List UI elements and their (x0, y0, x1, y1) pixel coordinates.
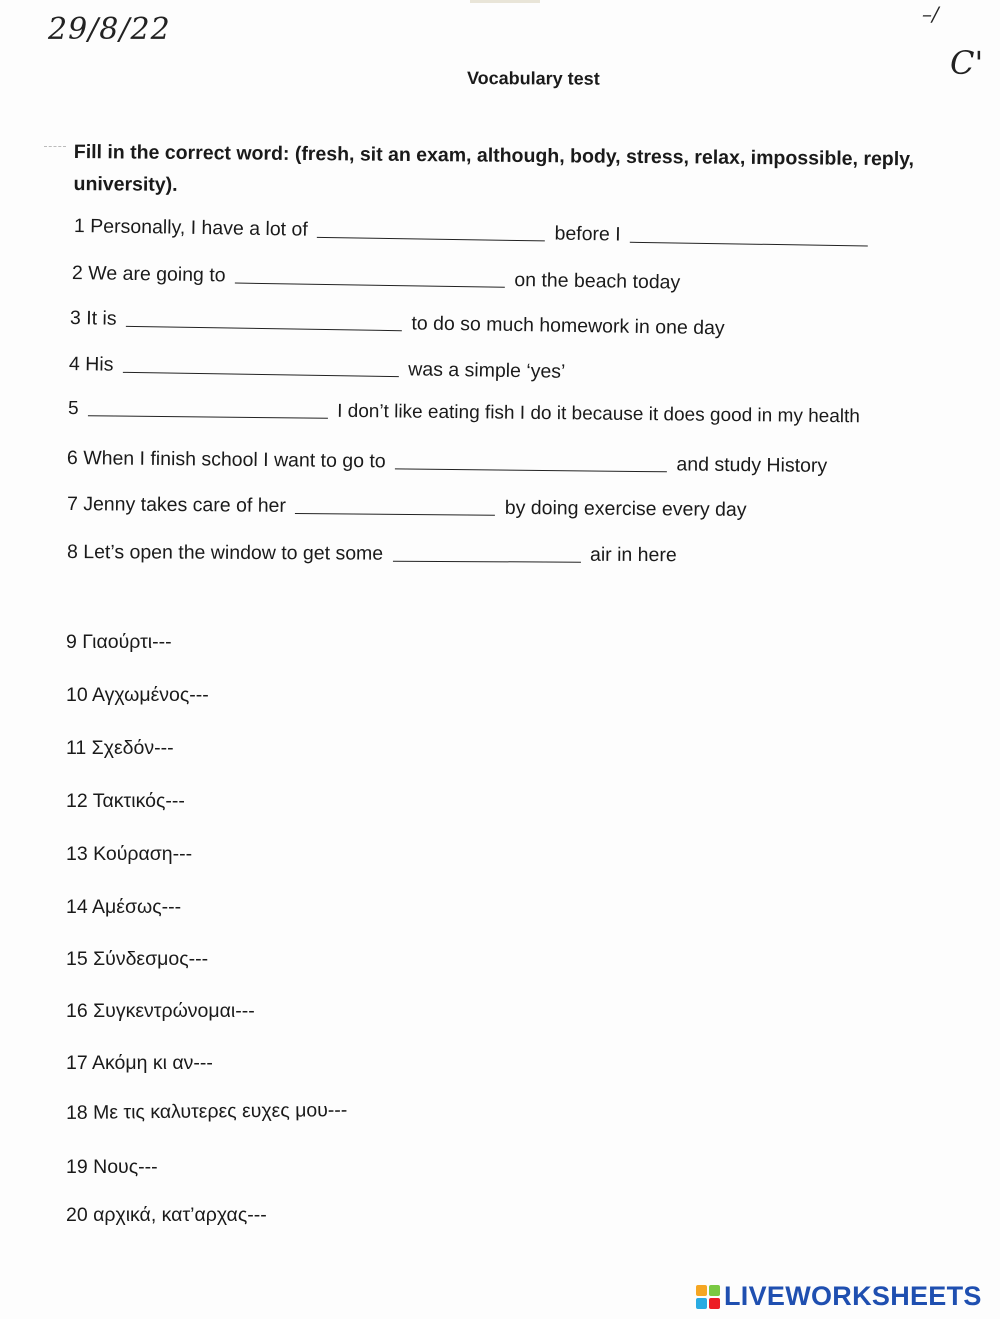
liveworksheets-logo[interactable] (696, 1281, 982, 1312)
greek-item-10: 10 Αγχωμένος--- (66, 684, 209, 706)
question-text: 2 We are going to (71, 262, 226, 287)
question-text: 7 Jenny takes care of her (66, 493, 287, 517)
greek-item-11: 11 Σχεδόν--- (66, 737, 174, 759)
answer-blank-1b[interactable] (630, 224, 868, 247)
scan-artifact-divider (44, 146, 66, 147)
question-text: 4 His (68, 353, 114, 376)
answer-blank-1a[interactable] (317, 219, 545, 242)
question-text-after: to do so much homework in one day (411, 312, 725, 340)
question-text-middle: before I (554, 222, 621, 246)
question-1 (74, 214, 872, 251)
page-title: Vocabulary test (466, 68, 600, 89)
question-text-after: and study History (676, 453, 828, 477)
answer-blank-4[interactable] (123, 354, 399, 377)
question-3 (70, 306, 725, 340)
question-text-after: was a simple ‘yes’ (408, 358, 566, 383)
greek-item-17: 17 Ακόμη κι αν--- (66, 1052, 213, 1074)
greek-item-15: 15 Σύνδεσμος--- (66, 948, 209, 970)
question-text-after: on the beach today (514, 268, 681, 294)
greek-item-16: 16 Συγκεντρώνομαι--- (66, 1000, 255, 1022)
answer-blank-2[interactable] (235, 265, 505, 288)
question-text-after: I don’t like eating fish I do it because it does good in my health (337, 400, 861, 428)
greek-item-13: 13 Κούραση--- (66, 843, 193, 865)
greek-item-14: 14 Αμέσως--- (66, 896, 182, 918)
answer-blank-3[interactable] (126, 308, 402, 331)
question-text: 5 (67, 398, 79, 420)
greek-item-19: 19 Νους--- (66, 1156, 158, 1178)
answer-blank-8[interactable] (393, 543, 581, 563)
answer-blank-7[interactable] (295, 495, 495, 516)
handwritten-date: 29/8/22 (48, 12, 171, 47)
question-7 (67, 492, 747, 522)
greek-item-18: 18 Με τις καλυτερες ευχες μου--- (65, 1099, 348, 1124)
instructions: Fill in the correct word: (fresh, sit an exam, although, body, stress, relax, impossible, reply, university). (73, 140, 915, 196)
question-text-after: air in here (589, 543, 677, 567)
question-text-after: by doing exercise every day (504, 496, 747, 521)
answer-blank-5[interactable] (88, 397, 328, 419)
greek-item-20: 20 αρχικά, κατ’αρχας--- (66, 1204, 267, 1226)
greek-item-12: 12 Τακτικός--- (66, 790, 185, 812)
answer-blank-6[interactable] (395, 450, 667, 472)
question-text: 6 When I finish school I want to go to (66, 447, 386, 473)
logo-blocks-icon (696, 1285, 720, 1309)
greek-item-9: 9 Γιαούρτι--- (66, 631, 172, 653)
logo-text: LIVEWORKSHEETS (724, 1281, 982, 1311)
question-text: 1 Personally, I have a lot of (73, 215, 308, 241)
question-text: 3 It is (69, 307, 117, 330)
question-2 (72, 261, 681, 295)
question-5 (68, 397, 860, 429)
handwritten-corner-mark: –/ (922, 2, 939, 26)
question-8 (67, 540, 677, 567)
handwritten-grade: C' (950, 44, 984, 82)
question-4 (69, 352, 566, 384)
question-text: 8 Let’s open the window to get some (66, 541, 384, 565)
question-6 (67, 446, 827, 478)
